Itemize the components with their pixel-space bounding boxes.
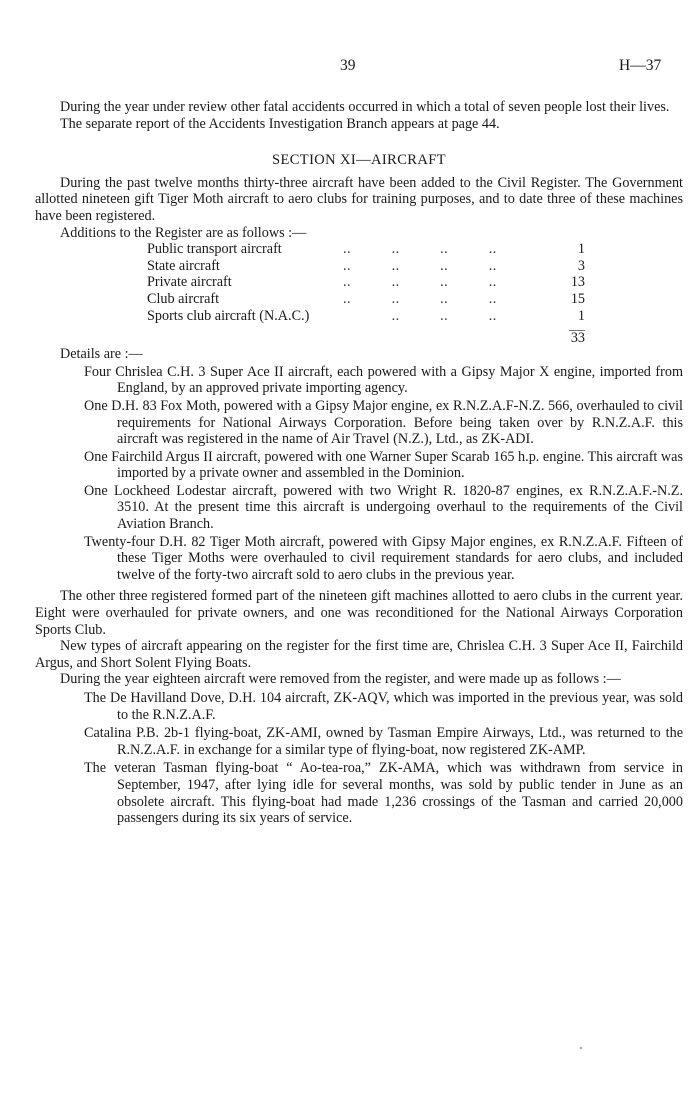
page-header bbox=[0, 58, 700, 78]
section-heading: SECTION XI—AIRCRAFT bbox=[272, 152, 446, 169]
table-row bbox=[147, 258, 585, 275]
total-value: 33 bbox=[570, 330, 585, 347]
intro-paragraph-1: During the year under review other fatal accidents occurred in which a total of seven people lost their lives. bbox=[60, 99, 670, 115]
row-value: 13 bbox=[570, 274, 585, 291]
removed-item: Catalina P.B. 2b-1 flying-boat, ZK-AMI, owned by Tasman Empire Airways, Ltd., was returned to the R.N.Z.A.F. in exchange for a similar type of flying-boat, now registered ZK-AMP. bbox=[84, 725, 683, 758]
detail-item: Four Chrislea C.H. 3 Super Ace II aircraft, each powered with a Gipsy Major X engine, imported from England, by an approved private importing agency. bbox=[84, 363, 683, 397]
details-intro: Details are :— bbox=[60, 346, 143, 363]
dot-leader: .. .. .. .. bbox=[343, 257, 497, 274]
row-value: 1 bbox=[577, 241, 585, 258]
detail-item: One D.H. 83 Fox Moth, powered with a Gipsy Major engine, ex R.N.Z.A.F-N.Z. 566, overhauled to civil requirements for National Airways Corporation. Before being taken over by R.N.Z.A.F. this aircraft was registered in the name of Air Travel (N.Z.), Ltd., as ZK-ADI. bbox=[84, 397, 683, 448]
print-speck bbox=[580, 1047, 582, 1049]
table-row bbox=[147, 274, 585, 291]
additions-intro: Additions to the Register are as follows :— bbox=[60, 224, 307, 241]
section-paragraph: During the past twelve months thirty-three aircraft have been added to the Civil Register. The Government allotted nineteen gift Tiger Moth aircraft to aero clubs for training purposes, and to date three of these machines have been registered. bbox=[35, 174, 683, 224]
row-label: Sports club aircraft (N.A.C.) bbox=[147, 307, 310, 324]
detail-item: Twenty-four D.H. 82 Tiger Moth aircraft, powered with Gipsy Major engines, ex R.N.Z.A.F. Fifteen of these Tiger Moths were overhauled to civil requirement standards for aero clubs, and included twelve of the forty-two aircraft sold to aero clubs in the previous year. bbox=[84, 533, 683, 583]
dot-leader: .. .. .. .. bbox=[343, 290, 497, 307]
table-row bbox=[147, 291, 585, 308]
additions-table bbox=[147, 241, 585, 346]
table-total-row bbox=[147, 324, 585, 346]
table-row bbox=[147, 308, 585, 325]
document-reference: H—37 bbox=[619, 57, 662, 74]
page-body bbox=[35, 99, 683, 827]
removed-item: The De Havilland Dove, D.H. 104 aircraft, ZK-AQV, which was imported in the previous year, was sold to the R.N.Z.A.F. bbox=[84, 690, 683, 723]
row-value: 3 bbox=[577, 257, 585, 274]
row-value: 1 bbox=[577, 307, 585, 324]
row-label: Public transport aircraft bbox=[147, 241, 282, 258]
paragraph-removed: During the year eighteen aircraft were removed from the register, and were made up as follows :— bbox=[60, 671, 621, 688]
intro-paragraph-2: The separate report of the Accidents Investigation Branch appears at page 44. bbox=[60, 115, 500, 132]
page-number: 39 bbox=[340, 57, 356, 74]
detail-item: One Lockheed Lodestar aircraft, powered with two Wright R. 1820-87 engines, ex R.N.Z.A.F.-N.Z. 3510. At the present time this aircraft is undergoing overhaul to the requirements of the Civil Aviation Branch. bbox=[84, 482, 683, 533]
row-label: State aircraft bbox=[147, 257, 220, 274]
dot-leader: .. .. .. .. bbox=[343, 274, 497, 291]
row-value: 15 bbox=[570, 290, 585, 307]
table-row bbox=[147, 241, 585, 258]
removed-item: The veteran Tasman flying-boat “ Ao-tea-roa,” ZK-AMA, which was withdrawn from service in September, 1947, after lying idle for several months, was sold by public tender in June as an obsolete aircraft. This flying-boat had made 1,236 crossings of the Tasman and carried 20,000 passengers during its six years of service. bbox=[84, 760, 683, 827]
paragraph-new-types: New types of aircraft appearing on the register for the first time are, Chrislea C.H. 3 Super Ace II, Fairchild Argus, and Short Solent Flying Boats. bbox=[35, 638, 683, 671]
dot-leader: .. .. .. .. bbox=[343, 241, 497, 258]
detail-item: One Fairchild Argus II aircraft, powered with one Warner Super Scarab 165 h.p. engine. This aircraft was imported by a private owner and assembled in the Dominion. bbox=[84, 448, 683, 482]
row-label: Private aircraft bbox=[147, 274, 232, 291]
paragraph-other-registered: The other three registered formed part of the nineteen gift machines allotted to aero clubs in the current year. Eight were overhauled for private owners, and one was reconditioned for the National Airways Corporation Sports Club. bbox=[35, 588, 683, 638]
dot-leader: .. .. .. bbox=[343, 307, 497, 324]
row-label: Club aircraft bbox=[147, 290, 220, 307]
